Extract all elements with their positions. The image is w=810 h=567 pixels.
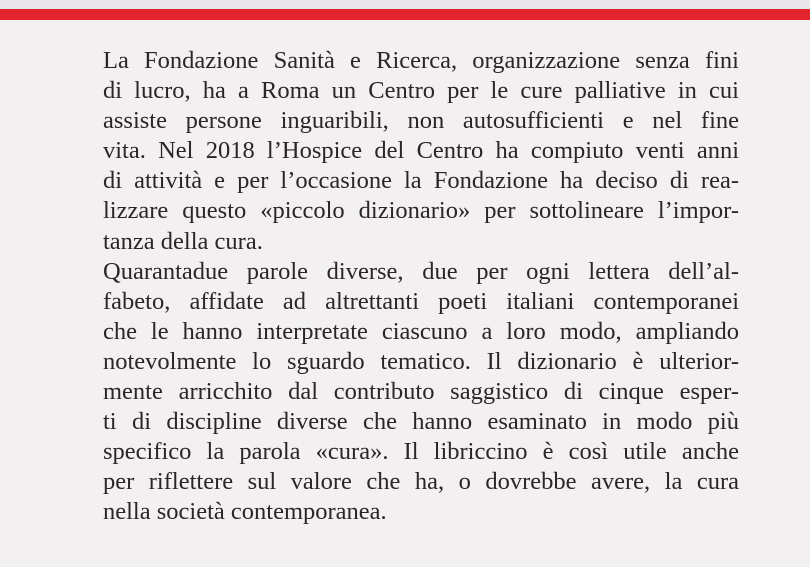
top-edge [0,0,810,9]
text-line: nella società contemporanea. [103,498,387,526]
text-line: ti di discipline diverse che hanno esaminato in modo più [103,408,739,436]
text-line: fabeto, affidate ad altrettanti poeti italiani contemporanei [103,287,739,315]
text-line: di attività e per l’occasione la Fondazione ha deciso di rea- [103,167,739,195]
text-line: per riflettere sul valore che ha, o dovrebbe avere, la cura [103,468,739,496]
text-line: mente arricchito dal contributo saggistico di cinque esper- [103,378,739,406]
red-band [0,9,810,20]
back-cover-blurb [103,46,739,528]
text-line: che le hanno interpretate ciascuno a loro modo, ampliando [103,317,739,345]
text-line: specifico la parola «cura». Il libriccino è così utile anche [103,438,739,466]
text-line: La Fondazione Sanità e Ricerca, organizzazione senza fini [103,47,739,74]
text-line: vita. Nel 2018 l’Hospice del Centro ha compiuto venti anni [103,137,739,165]
text-line: Quarantadue parole diverse, due per ogni lettera dell’al- [103,257,739,285]
paragraph-1 [103,46,739,257]
text-line: tanza della cura. [103,227,263,255]
text-line: assiste persone inguaribili, non autosufficienti e nel fine [103,107,739,135]
paragraph-2 [103,257,739,528]
text-line: notevolmente lo sguardo tematico. Il dizionario è ulterior- [103,347,739,375]
text-line: di lucro, ha a Roma un Centro per le cure palliative in cui [103,77,739,105]
text-line: lizzare questo «piccolo dizionario» per sottolineare l’impor- [103,197,739,225]
